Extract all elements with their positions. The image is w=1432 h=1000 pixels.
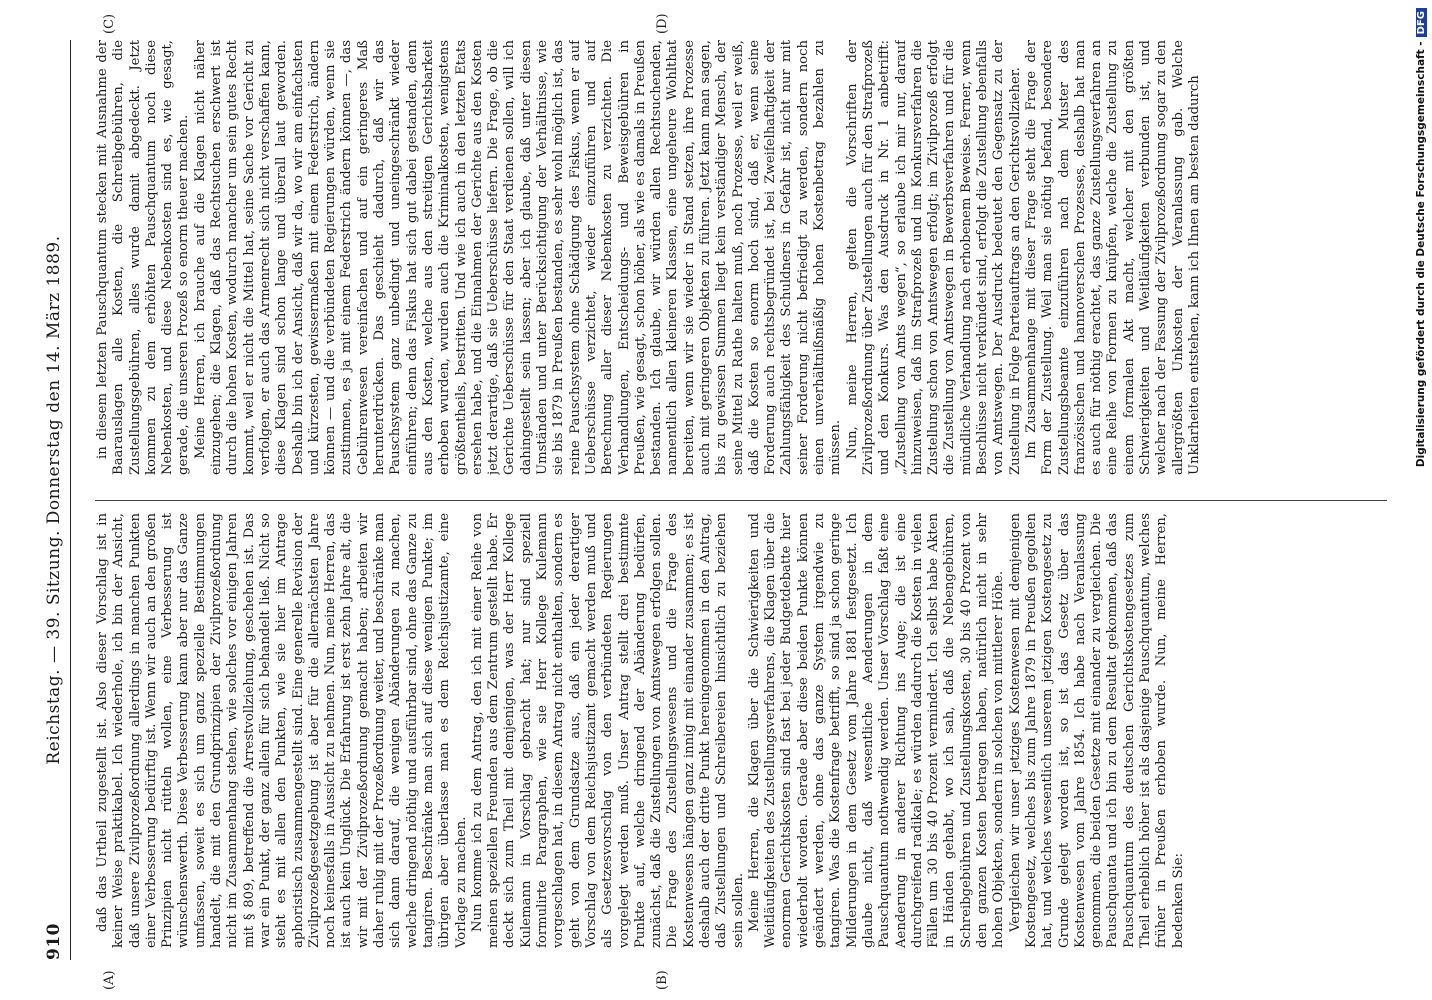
paragraph: Meine Herren, ich brauche auf die Klagen nicht näher einzugehen; die Klagen, daß das Rechtsuchen erschwert ist durch die hohen Kosten, wodurch mancher um sein gutes Recht kommt, weil er nicht die Mittel hat, seine Sache vor Gericht zu verfolgen, er auch das Armenrecht sich nicht verschaffen kann, diese Klagen sind schon lange und überall laut geworden. Deshalb bin ich der Ansicht, daß wir da, wo wir am einfachsten und kürzesten, gewissermaßen mit einem Federstrich, ändern können — und die verbündeten Regierungen würden, wenn sie zustimmen, es ja mit einem Federstrich ändern können —, das Gebührenwesen vereinfachen und auf ein geringeres Maß herunterdrücken. Das geschieht dadurch, daß wir das Pauschsystem ganz unbedingt und uneingeschränkt wieder einführen; denn das Fiskus hat sich gut dabei gestanden, denn aus den Kosten, welche aus den streitigen Gerichtsbarkeit erhoben wurden, wurden auch die Kriminalkosten, wenigstens größtentheils, bestritten. Und wie ich auch in den letzten Etats ersehen habe, und die Einnahmen der Gerichte aus den Kosten jetzt derartige, daß sie Ueberschüsse liefern. Die Frage, ob die Gerichte Ueberschüsse für den Staat verdienen sollen, will ich dahingestellt sein lassen; aber ich glaube, daß unter diesen Umständen und unter Berücksichtigung der Verhältnisse, wie sie bis 1879 in Preußen bestanden, es sehr wohl möglich ist, das reine Pauschsystem ohne Schädigung des Fiskus, wenn er auf Ueberschüsse verzichtet, wieder einzuführen und auf Berechnung aller dieser Nebenkosten zu verzichten. Die Verhandlungen, Entscheidungs- und Beweisgebühren in Preußen, wie gesagt, schon höher, als wie es damals in Preußen bestanden. Ich glaube, wir würden allen Rechtsuchenden, namentlich allen kleineren Klassen, eine ungeheure Wohlthat bereiten, wenn wir sie wieder in Stand setzen, ihre Prozesse auch mit geringeren Objekten zu führen. Jetzt kann man sagen, bis zu gewissen Summen liegt kein verständiger Mensch, der seine Mittel zu Rathe halten muß, noch Prozesse, weil er weiß, daß die Kosten so enorm hoch sind, daß er, wenn seine Forderung auch rechtsbegründet ist, bei Zweifelhaftigkeit der Zahlungsfähigkeit des Schuldners in Gefahr ist, nicht nur mit seiner Forderung nicht befriedigt zu werden, sondern noch einen unverhältnißmäßig hohen Kostenbetrag bezahlen zu müssen. xyxy=(192,40,844,475)
dfg-badge: DFG xyxy=(1416,8,1427,37)
paragraph: daß das Urtheil zugestellt ist. Also dieser Vorschlag ist in keiner Weise praktikabel. Ich wiederhole, ich bin der Ansicht, daß unsere Zivilprozeßordnung allerdings in manchen Punkten einer Verbesserung bedürftig ist. Wenn wir auch an den großen Prinzipien nicht rütteln wollen, eine Verbesserung ist wünschenswerth. Diese Verbesserung kann aber nur das Ganze umfassen, soweit es sich um ganz spezielle Bestimmungen handelt, die mit den Grundprinzipien der Zivilprozeßordnung nicht im Zusammenhang stehen, wie solches vor einigen Jahren mit § 809, betreffend die Arrestvollziehung, geschehen ist. Das war ein Punkt, der ganz allein für sich behandelt ließ. Nicht so steht es mit allen den Punkten, wie sie hier im Antrage aphoristisch zusammengestellt sind. Eine generelle Revision der Zivilprozeßgesetzgebung ist aber für die allernächsten Jahre noch keinesfalls in Aussicht zu nehmen. Nun, meine Herren, das ist auch kein Unglück. Die Erfahrung ist erst zehn Jahre alt, die wir mit der Zivilprozeßordnung gemacht haben; arbeiten wir daher ruhig mit der Prozeßordnung weiter, und beschränke man sich dann darauf, die wenigen Abänderungen zu machen, welche dringend nöthig und ausführbar sind, ohne das Ganze zu tangiren. Beschränke man sich auf diese wenigen Punkte; im übrigen aber überlasse man es dem Reichsjustizamte, eine Vorlage zu machen. xyxy=(95,513,469,948)
paragraph: Nun komme ich zu dem Antrag, den ich mit einer Reihe von meinen speziellen Freunden aus dem Zentrum gestellt habe. Er deckt sich zum Theil mit demjenigen, was der Herr Kollege Kulemann in Vorschlag gebracht hat; nur sind speziell formulirte Paragraphen, wie sie Herr Kollege Kulemann vorgeschlagen hat, in diesem Antrag nicht enthalten, sondern es geht von dem Grundsatze aus, daß ein jeder derartiger Vorschlag von dem Reichsjustizamt gemacht werden muß und als Gesetzesvorschlag von den verbündeten Regierungen vorgelegt werden muß. Unser Antrag stellt drei bestimmte Punkte auf, welche dringend der Abänderung bedürfen, zunächst, daß die Zustellungen von Amtswegen erfolgen sollen. Die Frage des Zustellungswesens und die Frage des Kostenwesens hängen ganz innig mit einander zusammen; es ist deshalb auch der dritte Punkt hereingenommen in den Antrag, daß Zustellungen und Schreibereien hinsichtlich zu beziehen sein sollen. xyxy=(469,513,746,948)
right-column xyxy=(95,40,1387,475)
paragraph: Meine Herren, die Klagen über die Schwierigkeiten und Weitläufigkeiten des Zustellungsverfahrens, die Klagen über die enormen Gerichtskosten sind fast bei jeder Budgetdebatte hier wiederholt worden. Gerade aber diese beiden Punkte können geändert werden, ohne das ganze System irgendwie zu tangiren. Was die Kostenfrage betrifft, so sind ja schon geringe Milderungen in dem Gesetz vom Jahre 1881 festgesetzt. Ich glaube nicht, daß wesentliche Aenderungen in dem Pauschquantum nothwendig werden. Unser Vorschlag faßt eine Aenderung in anderer Richtung ins Auge; die ist eine durchgreifend radikale; es würden dadurch die Kosten in vielen Fällen um 30 bis 40 Prozent vermindert. Ich selbst habe Akten in Händen gehabt, wo ich sah, daß die Nebengebühren, Schreibgebühren und Zustellungskosten, 30 bis 40 Prozent von den ganzen Kosten betragen haben, natürlich nicht in sehr hohen Objekten, sondern in solchen von mittlerer Höhe. xyxy=(746,513,1007,948)
margin-marker-b: (B) xyxy=(655,970,670,990)
paragraph: Im Zusammenhange mit dieser Frage steht die Frage der Form der Zustellung. Weil man sie nöthig befand, besondere Zustellungsbeamte einzuführen nach dem Muster des französischen und hannoverschen Prozesses, deshalb hat man es auch für nöthig erachtet, das ganze Zustellungsverfahren an eine Reihe von Formen zu knüpfen, welche die Zustellung zu einem formalen Akt macht, welcher mit den größten Schwierigkeiten und Weitläufigkeiten verbunden ist, und welcher nach der Fassung der Zivilprozeßordnung sogar zu den allergrößten Unkosten der Veranlassung gab. Welche Unklarheiten entstehen, kann ich Ihnen am besten dadurch xyxy=(1023,40,1202,475)
credit-text: Digitalisierung gefördert durch die Deutsche Forschungsgemeinschaft - xyxy=(1415,41,1427,468)
running-head: Reichstag. — 39. Sitzung. Donnerstag den 14. März 1889. xyxy=(44,235,64,765)
header-rule xyxy=(70,40,71,960)
paragraph: Nun, meine Herren, gelten die Vorschriften der Zivilprozeßordnung über Zustellungen auch für den Strafprozeß und den Konkurs. Was den Ausdruck in Nr. 1 anbetrifft: „Zustellung von Amts wegen“, so erlaube ich mir nur, darauf hinzuweisen, daß im Strafprozeß und im Konkursverfahren die Zustellung schon von Amtswegen erfolgt; im Zivilprozeß erfolgt die Zustellung von Amtswegen in Bewerbsverfahren und für die mündliche Verhandlung nach erhobenem Beweise. Ferner, wenn Beschlüsse nicht verkündet sind, erfolgt die Zustellung ebenfalls von Amtswegen. Der Ausdruck bedeutet den Gegensatz zu der Zustellung in Folge Parteiauftrags an den Gerichtsvollzieher. xyxy=(844,40,1023,475)
margin-marker-a: (A) xyxy=(102,970,117,990)
page-header xyxy=(42,40,72,960)
paragraph: in diesem letzten Pauschquantum stecken mit Ausnahme der Baarauslagen alle Kosten, die Schreibgebühren, die Zustellungsgebühren, alles wurde damit abgedeckt. Jetzt kommen zu dem erhöhten Pauschquantum noch diese Nebenkosten, und diese Nebenkosten sind es, wie gesagt, gerade, die unseren Prozeß so enorm theuer machen. xyxy=(95,40,192,475)
margin-marker-d: (D) xyxy=(655,13,670,34)
margin-marker-c: (C) xyxy=(102,13,117,34)
credit-line xyxy=(1415,8,1431,768)
left-column xyxy=(95,513,1387,948)
paragraph: Vergleichen wir unser jetziges Kostenwesen mit demjenigen Kostengesetz, welches bis zum Jahre 1879 in Preußen gegolten hat, und welches wesentlich unserem jetzigen Kostengesetz zu Grunde gelegt worden ist, so ist das Gesetz über das Kostenwesen vom Jahre 1854. Ich habe nach Veranlassung genommen, die beiden Gesetze mit einander zu vergleichen. Die Pauschquanta und ich bin zu dem Resultat gekommen, daß das Pauschquantum des deutschen Gerichtskostengesetzes zum Theil erheblich höher ist als dasjenige Pauschquantum, welches früher in Preußen erhoben wurde. Nun, meine Herren, bedenken Sie: xyxy=(1007,513,1186,948)
page-number: 910 xyxy=(44,923,64,960)
digitization-credit xyxy=(1413,8,1432,768)
column-divider xyxy=(95,500,1387,501)
